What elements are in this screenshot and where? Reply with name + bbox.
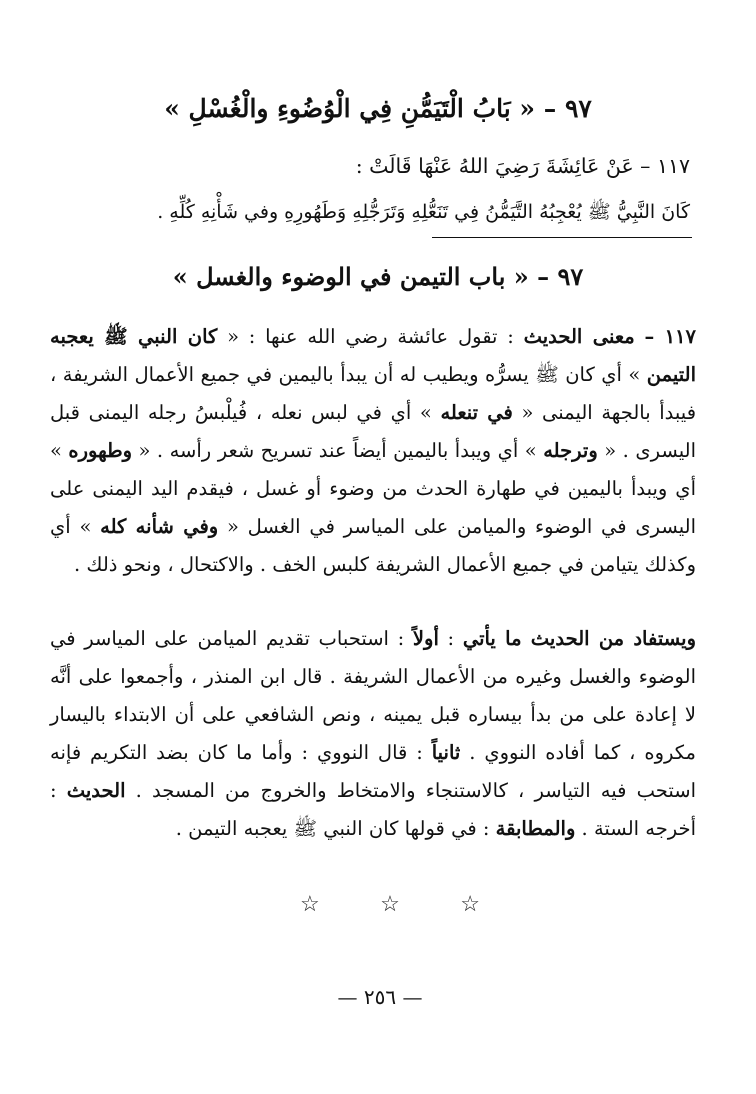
star-icon: ☆ <box>460 892 480 917</box>
benefits-label: ويستفاد من الحديث ما يأتي <box>462 627 696 650</box>
first-benefit-label: أولاً <box>412 627 439 650</box>
benefits-paragraph: ويستفاد من الحديث ما يأتي : أولاً : استحباب تقديم الميامن على المياسر في الوضوء والغسل وغيره من الأعمال الشريفة . قال ابن المنذر ، وأجمعوا على أنَّه لا إعادة على من بدأ بيساره قبل يمينه ، ونص الشافعي على أن الابتداء باليسار مكروه ، كما أفاده النووي . ثانياً : قال النووي : وأما ما كان بضد التكريم فإنه استحب فيه التياسر ، كالاستنجاء والامتخاط والخروج من المسجد . الحديث : أخرجه الستة . والمطابقة : في قولها كان النبي ﷺ يعجبه التيمن . <box>50 627 696 840</box>
star-icon: ☆ <box>300 892 320 917</box>
meaning-paragraph: ١١٧ – معنى الحديث : تقول عائشة رضي الله عنها : « كان النبي ﷺ يعجبه التيمن » أي كان ﷺ يسرُّه ويطيب له أن يبدأ باليمين في جميع الأعمال الشريفة ، فيبدأ بالجهة اليمنى « في تنعله » أي في لبس نعله ، فُيلْبسُ رجله اليمنى قبل اليسرى . « وترجله » أي ويبدأ باليمين أيضاً عند تسريح شعر رأسه . « وطهوره » أي ويبدأ باليمين في طهارة الحدث من وضوء أو غسل ، فيقدم اليد اليمنى على اليسرى في الوضوء والميامن على المياسر في الغسل « وفي شأنه كله » أي وكذلك يتيامن في جميع الأعمال الشريفة كلبس الخف . والاكتحال ، ونحو ذلك . <box>50 325 697 576</box>
hadith-isnad: ١١٧ – عَنْ عَائِشَةَ رَضِيَ اللهُ عَنْهَا قَالَتْ : <box>355 154 690 178</box>
quote-prophet-liked-right: كان النبي ﷺ يعجبه التيمن <box>50 325 696 386</box>
chapter-heading-plain: ٩٧ – « باب التيمن في الوضوء والغسل » <box>172 262 584 291</box>
quote-combing: وترجله <box>543 439 598 462</box>
hadith-matn: كَانَ النَّبِيُّ ﷺ يُعْجِبُهُ التَّيَمُّنُ فِي تَنَعُّلِهِ وَتَرَجُّلِهِ وَطَهُورِهِ وفي شَأْنِهِ كُلِّهِ . <box>157 201 690 223</box>
correspondence-label: والمطابقة <box>495 817 576 840</box>
star-icon: ☆ <box>380 892 400 917</box>
source-label: الحديث <box>66 779 126 802</box>
section-divider <box>432 237 692 238</box>
meaning-label: معنى الحديث <box>523 325 635 348</box>
quote-all-affairs: وفي شأنه كله <box>100 515 219 538</box>
second-benefit-label: ثانياً <box>431 741 461 764</box>
chapter-heading-vocalized: ٩٧ – « بَابُ الْتَيَمُّنِ فِي الْوُضُوءِ والْغُسْلِ » <box>164 94 592 123</box>
page-number: — ٢٥٦ — <box>337 985 423 1009</box>
quote-sandals: في تنعله <box>440 401 513 424</box>
quote-purification: وطهوره <box>68 439 133 462</box>
star-separator <box>300 890 480 920</box>
meaning-number: ١١٧ – <box>644 325 696 348</box>
